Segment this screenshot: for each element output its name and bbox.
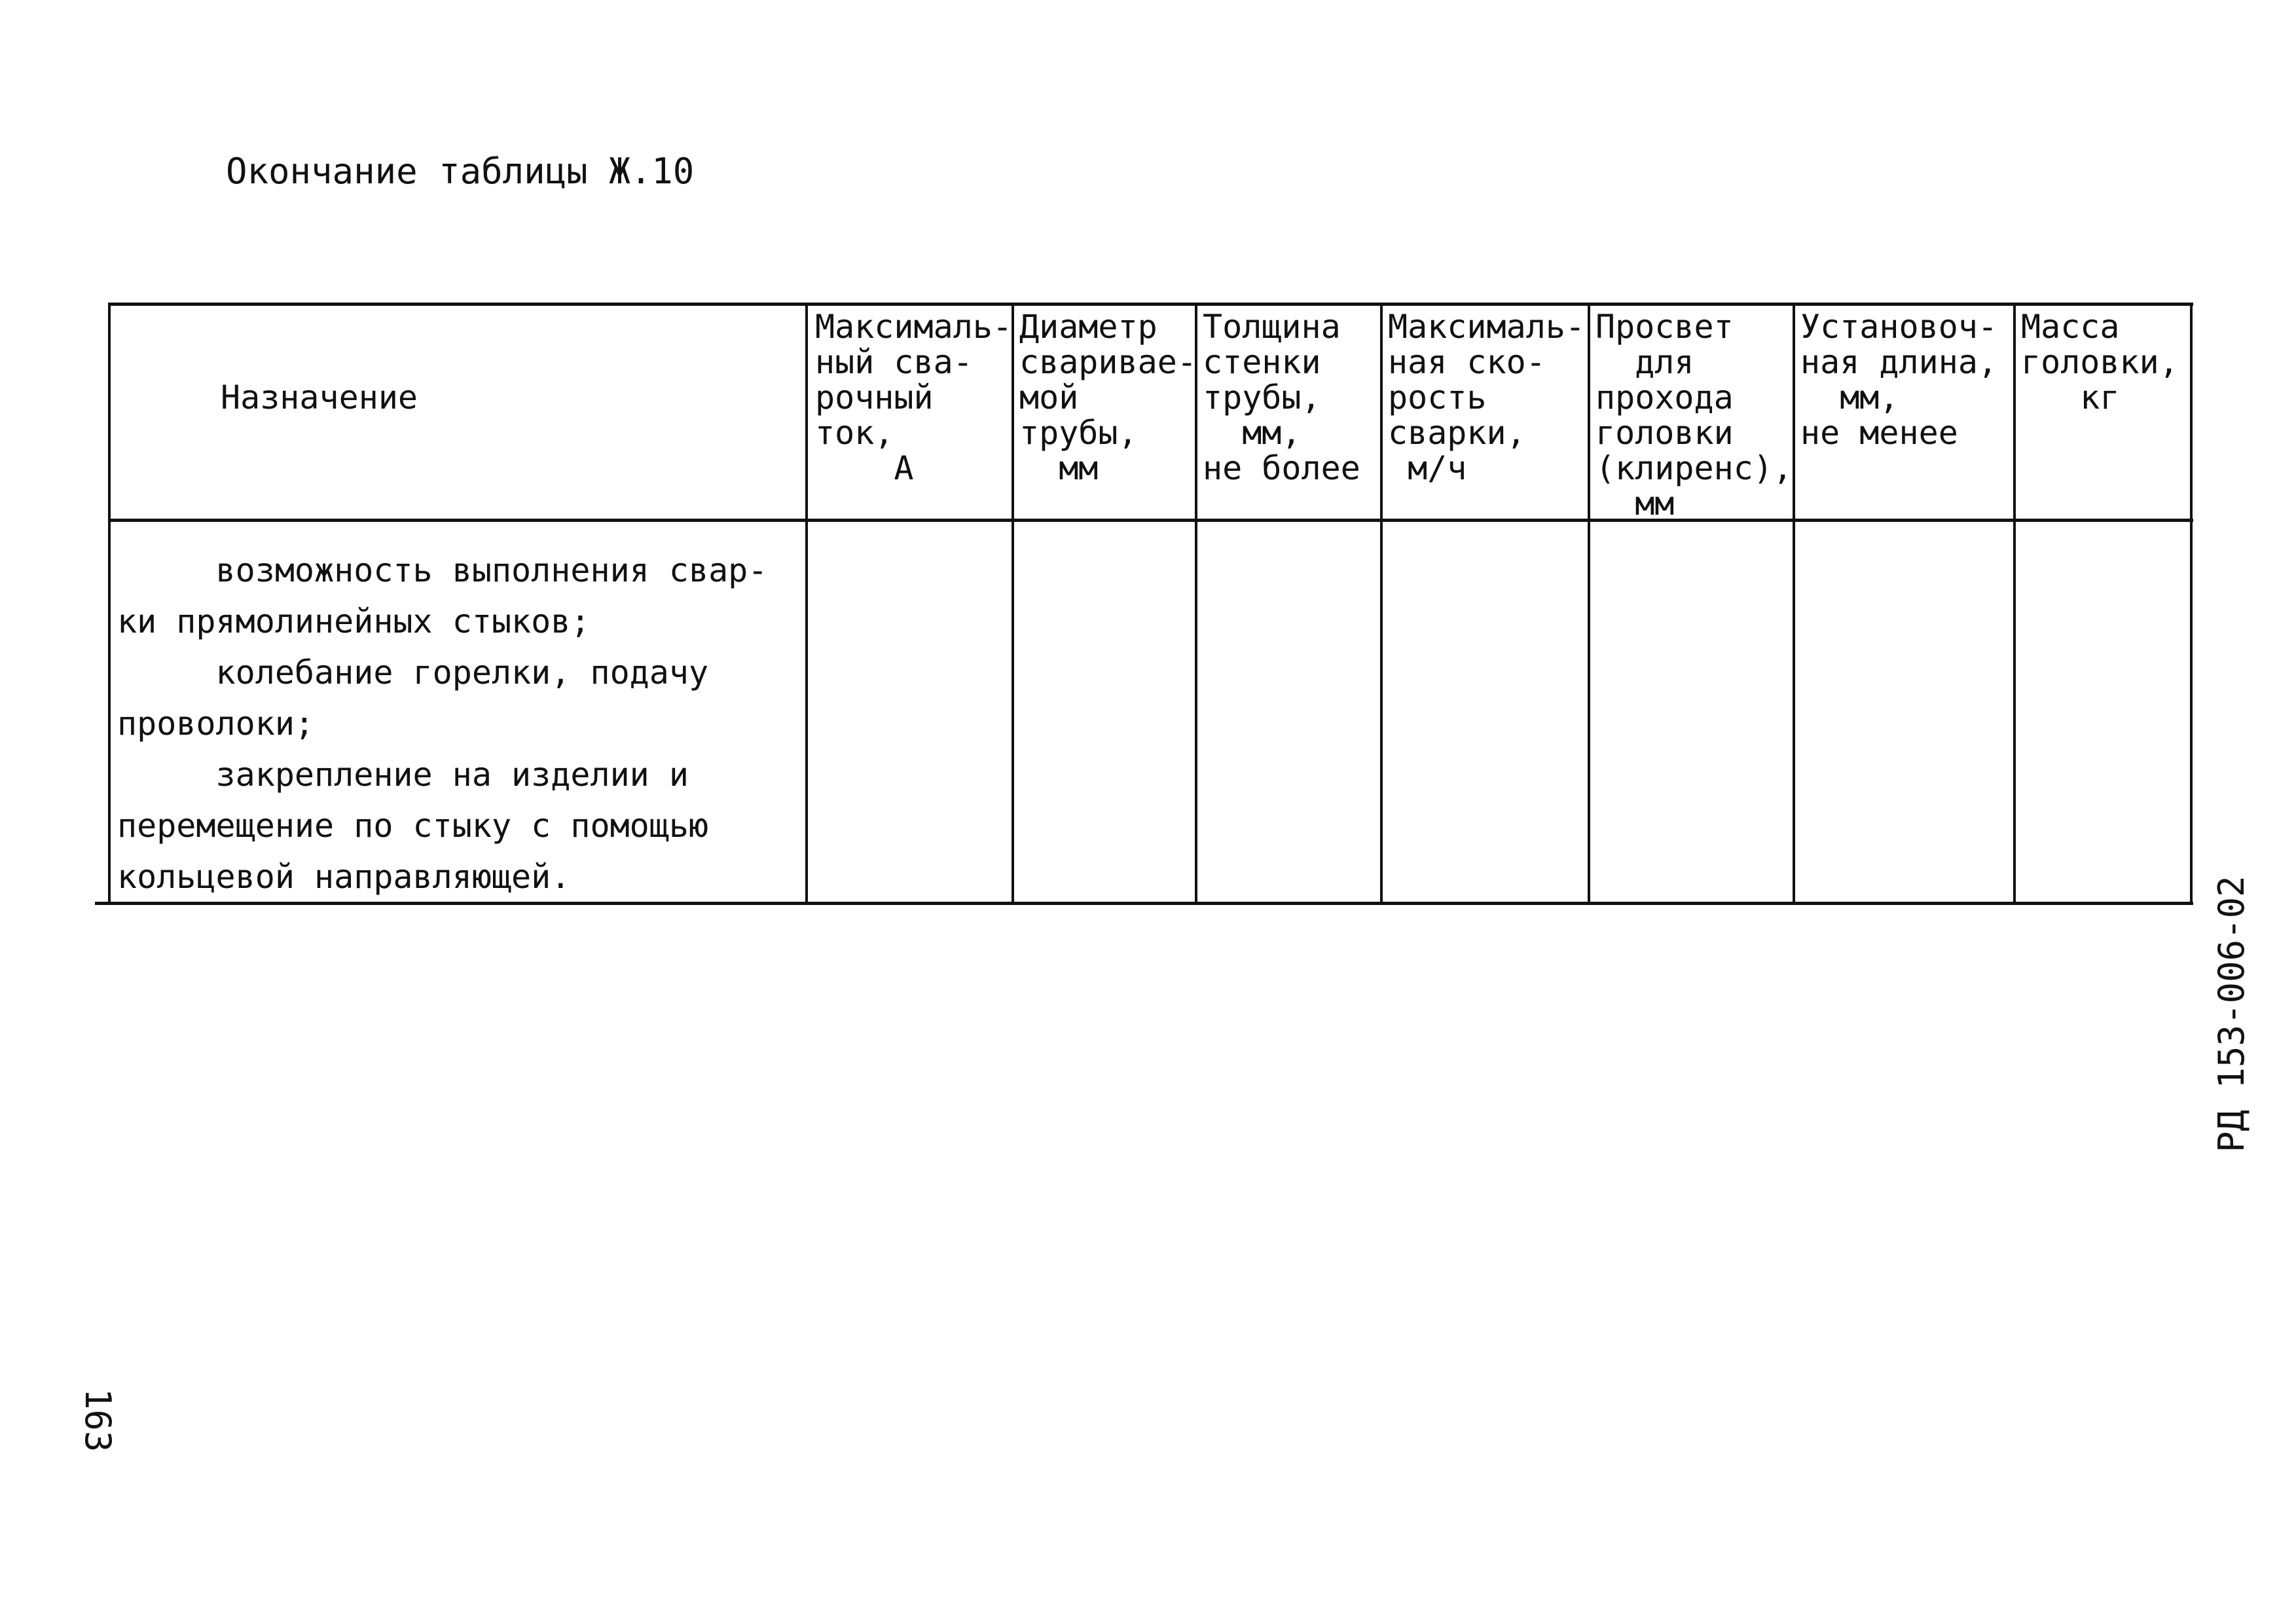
header-wall-thickness: Толщина стенки трубы, мм, не более — [1203, 308, 1360, 487]
page-number: 163 — [77, 1388, 118, 1452]
header-clearance: Просвет для прохода головки (клиренс), мм — [1595, 308, 1793, 523]
document-code: РД 153-006-02 — [2211, 876, 2252, 1153]
column-divider — [1380, 303, 1383, 905]
header-purpose: Назначение — [221, 378, 418, 416]
header-max-speed: Максималь- ная ско- рость сварки, м/ч — [1388, 308, 1586, 487]
header-max-current: Максималь- ный сва- рочный ток, А — [815, 308, 1013, 487]
column-divider — [1793, 303, 1795, 905]
column-divider — [2190, 303, 2193, 905]
column-divider — [805, 303, 808, 905]
table-caption: Окончание таблицы Ж.10 — [226, 151, 695, 192]
table-header-rule — [108, 519, 2193, 522]
column-divider — [108, 303, 111, 905]
purpose-cell-text: возможность выполнения свар- ки прямолинейных стыков; колебание горелки, подачу проволоки; закрепление на изделии и перемещение по стыку с помощью кольцевой направляющей. — [117, 551, 768, 896]
table — [108, 303, 2193, 905]
table-top-rule — [108, 303, 2193, 306]
header-head-mass: Масса головки, кг — [2021, 308, 2179, 416]
header-setup-length: Установоч- ная длина, мм, не менее — [1800, 308, 1998, 452]
column-divider — [2013, 303, 2016, 905]
column-divider — [1588, 303, 1590, 905]
header-pipe-diameter: Диаметр сваривае- мой трубы, мм — [1019, 308, 1197, 487]
